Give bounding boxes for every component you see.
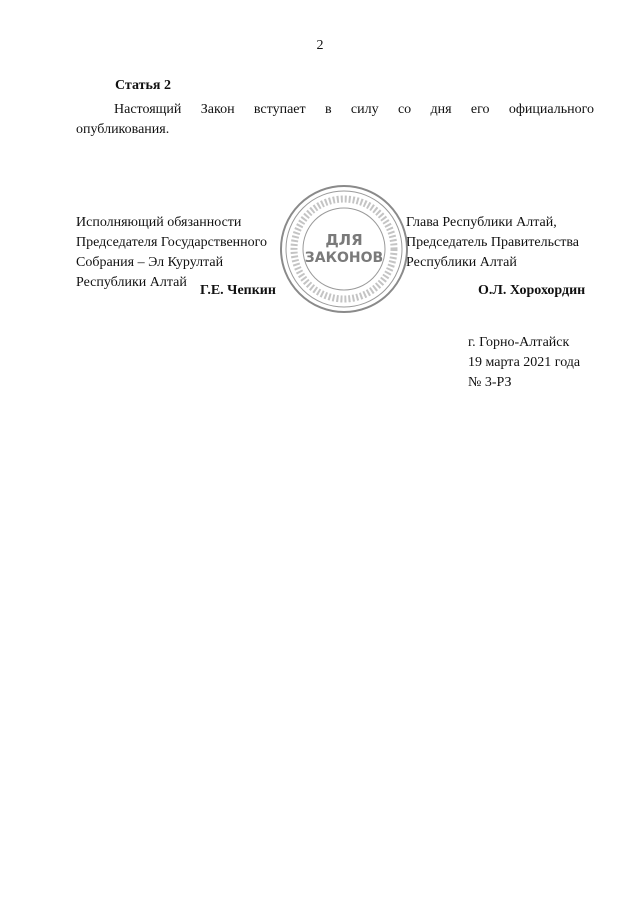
page-number: 2 <box>316 38 324 53</box>
stamp-text-line1: ДЛЯ <box>325 231 363 249</box>
right-title-line: Глава Республики Алтай, <box>406 215 557 230</box>
official-stamp <box>278 183 410 315</box>
date: 19 марта 2021 года <box>468 355 581 370</box>
left-title-line: Собрания – Эл Курултай <box>76 255 224 270</box>
left-title-line: Республики Алтай <box>76 275 187 290</box>
left-signatory-name: Г.Е. Чепкин <box>200 283 276 298</box>
right-signatory-title <box>406 213 579 273</box>
law-number: № 3-РЗ <box>468 375 512 390</box>
right-title-line: Республики Алтай <box>406 255 517 270</box>
left-title-line: Председателя Государственного <box>76 235 268 250</box>
left-signatory-title <box>76 213 267 293</box>
place-date-block <box>468 333 580 393</box>
article-paragraph <box>76 100 594 140</box>
article-text-line1: Настоящий Закон вступает в силу со дня его официального <box>114 102 594 117</box>
right-signatory-name: О.Л. Хорохордин <box>478 283 586 298</box>
left-title-line: Исполняющий обязанности <box>76 215 242 230</box>
right-title-line: Председатель Правительства <box>406 235 579 250</box>
city: г. Горно-Алтайск <box>468 335 570 350</box>
article-heading: Статья 2 <box>115 78 171 93</box>
article-text-line2: опубликования. <box>76 122 170 137</box>
stamp-seal-icon <box>278 183 410 315</box>
stamp-text-line2: ЗАКОНОВ <box>304 250 384 266</box>
